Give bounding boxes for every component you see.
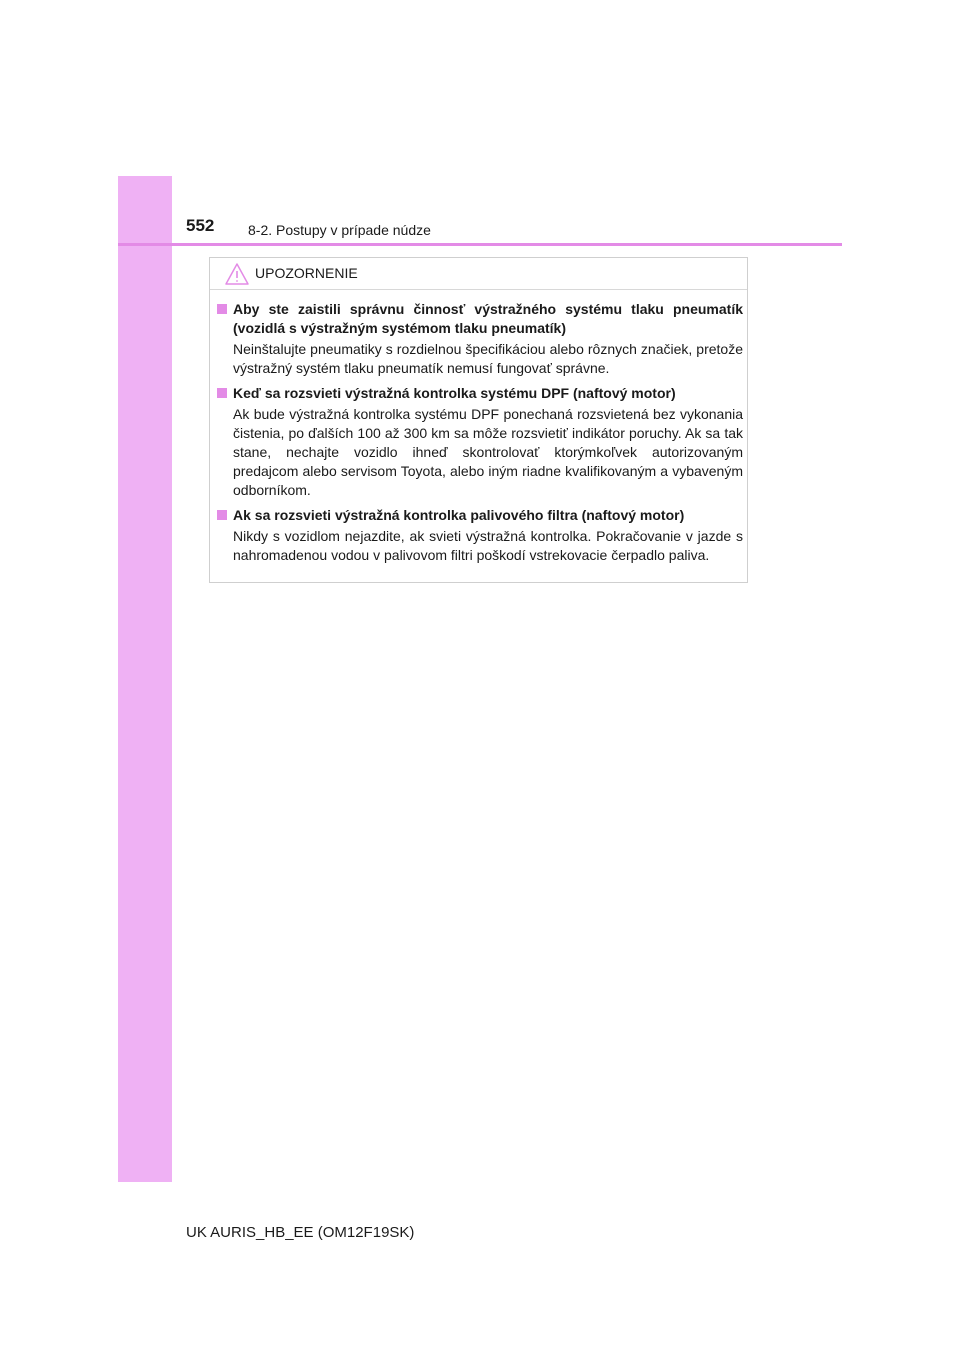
square-bullet-icon [217, 304, 227, 314]
square-bullet-icon [217, 510, 227, 520]
warning-header [210, 258, 747, 290]
side-tab-band [118, 176, 172, 1182]
warning-item-title: Ak sa rozsvieti výstražná kontrolka palivového filtra (naftový motor) [217, 506, 743, 525]
section-title: 8-2. Postupy v prípade núdze [248, 222, 431, 238]
warning-item-title: Keď sa rozsvieti výstražná kontrolka systému DPF (naftový motor) [217, 384, 743, 403]
warning-item [217, 384, 743, 500]
warning-item-body: Ak bude výstražná kontrolka systému DPF ponechaná rozsvietená bez vykonania čistenia, po ďalších 100 až 300 km sa môže rozsvietiť indikátor poruchy. Ak sa tak stane, nechajte vozidlo ihneď skontrolovať ktorýmkoľvek autorizovaným predajcom alebo servisom Toyota, alebo iným riadne kvalifikovaným a vybaveným odborníkom. [233, 406, 743, 498]
warning-item-body: Nikdy s vozidlom nejazdite, ak svieti výstražná kontrolka. Pokračovanie v jazde s nahromadenou vodou v palivovom filtri poškodí vstrekovacie čerpadlo paliva. [233, 528, 743, 563]
warning-box [209, 257, 748, 583]
warning-item [217, 506, 743, 565]
page-header [186, 216, 842, 246]
warning-triangle-icon [224, 262, 250, 286]
model-code: UK AURIS_HB_EE (OM12F19SK) [186, 1224, 415, 1241]
warning-label: UPOZORNENIE [255, 265, 358, 281]
warning-items [217, 300, 743, 571]
warning-item-title: Aby ste zaistili správnu činnosť výstražného systému tlaku pneumatík (vozidlá s výstražným systémom tlaku pneumatík) [217, 300, 743, 338]
square-bullet-icon [217, 388, 227, 398]
warning-item-body: Neinštalujte pneumatiky s rozdielnou špecifikáciou alebo rôznych značiek, pretože výstražný systém tlaku pneumatík nemusí fungovať správne. [233, 341, 743, 376]
page-number: 552 [186, 216, 215, 235]
warning-item [217, 300, 743, 378]
header-rule [118, 243, 842, 246]
